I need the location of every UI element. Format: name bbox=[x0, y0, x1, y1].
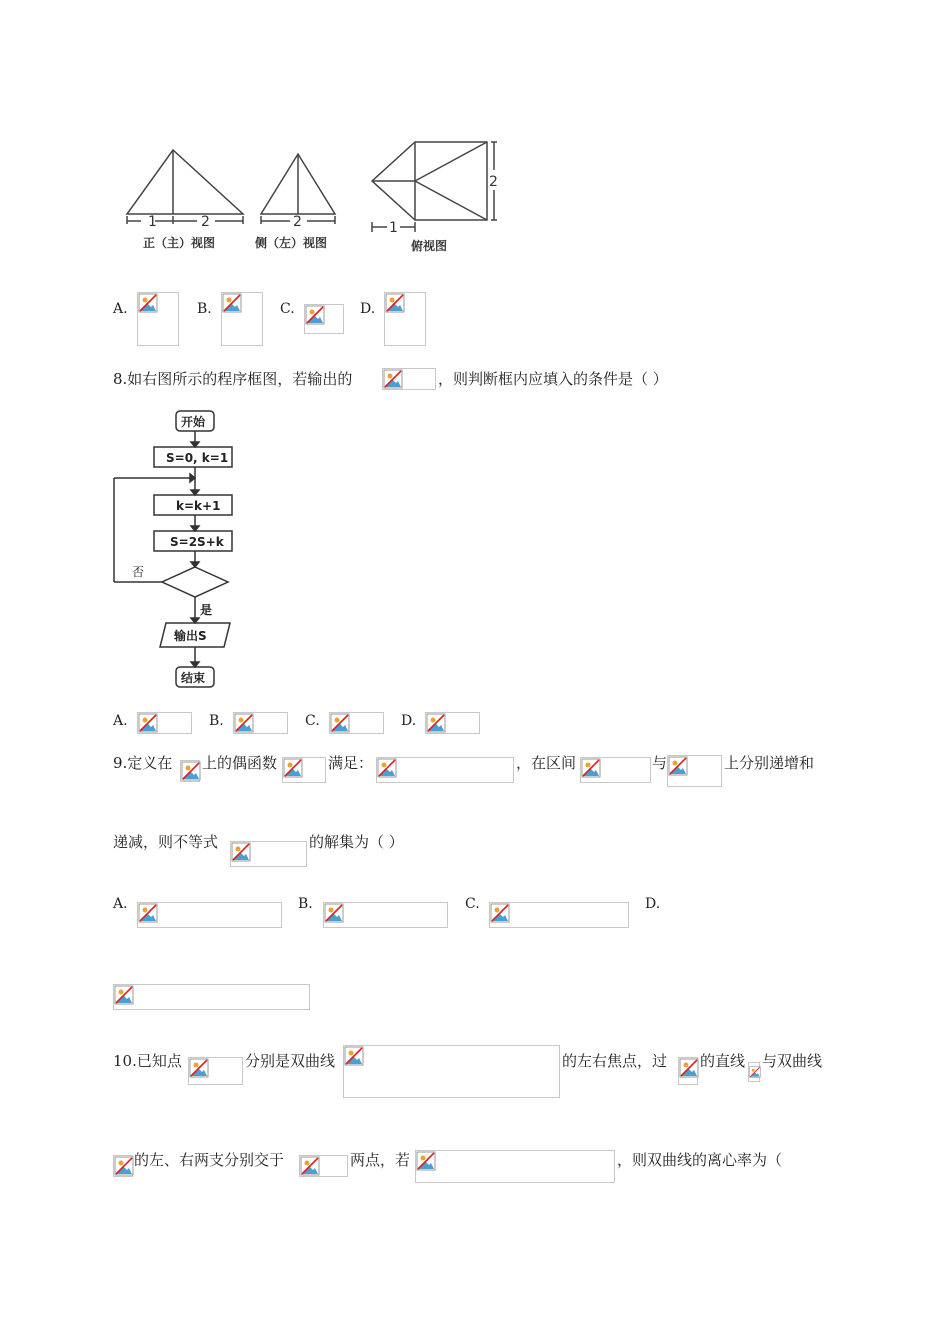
q8-option-c-label: C. bbox=[305, 713, 320, 729]
q9-domain-formula bbox=[180, 760, 200, 782]
q10-text-4: 的直线 bbox=[700, 1052, 746, 1070]
q7-option-c-label: C. bbox=[280, 301, 295, 317]
broken-image-icon bbox=[416, 1151, 436, 1171]
flow-step2-text: S=2S+k bbox=[170, 535, 224, 549]
q8-text-after: ，则判断框内应填入的条件是（ ） bbox=[438, 370, 668, 388]
three-view-figure bbox=[115, 134, 505, 259]
q8-option-d-image bbox=[425, 712, 480, 734]
q10-hyperbola-formula bbox=[343, 1045, 560, 1098]
q7-option-b-label: B. bbox=[197, 301, 212, 317]
q9-option-b-image bbox=[323, 902, 448, 928]
front-view-drawing bbox=[127, 150, 243, 224]
broken-image-icon bbox=[138, 293, 158, 313]
broken-image-icon bbox=[181, 761, 201, 781]
q8-option-d-label: D. bbox=[401, 713, 417, 729]
q9-line2-text-b: 的解集为（ ） bbox=[309, 833, 404, 851]
broken-image-icon bbox=[138, 903, 158, 923]
flow-output-text: 输出S bbox=[174, 629, 207, 643]
front-view-label: 正（主）视图 bbox=[143, 236, 216, 250]
q9-text-3: 满足： bbox=[328, 754, 374, 772]
side-dim: 2 bbox=[293, 214, 302, 230]
top-view-label: 俯视图 bbox=[411, 239, 448, 253]
q7-option-d-image bbox=[384, 292, 426, 346]
q8-option-a-label: A. bbox=[113, 713, 128, 729]
broken-image-icon bbox=[385, 293, 405, 313]
broken-image-icon bbox=[114, 1156, 134, 1176]
front-dim-right: 2 bbox=[201, 214, 210, 230]
q10-condition-formula bbox=[415, 1150, 615, 1183]
broken-image-icon bbox=[189, 1058, 209, 1078]
q9-option-d-label: D. bbox=[645, 896, 661, 912]
broken-image-icon bbox=[114, 985, 134, 1005]
top-view-drawing bbox=[372, 142, 497, 232]
q10-text-3: 的左右焦点，过 bbox=[562, 1052, 668, 1070]
q7-option-a-label: A. bbox=[113, 301, 128, 317]
q7-option-a-image bbox=[137, 292, 179, 346]
q9-interval-1 bbox=[580, 757, 651, 783]
broken-image-icon bbox=[222, 293, 242, 313]
flow-decision-diamond bbox=[162, 567, 228, 597]
q9-text-6: 上分别递增和 bbox=[724, 754, 815, 772]
broken-image-icon bbox=[679, 1058, 699, 1078]
broken-image-icon bbox=[426, 713, 446, 733]
flow-step1-text: k=k+1 bbox=[176, 499, 221, 513]
flow-no-label: 否 bbox=[132, 565, 145, 579]
q10-points-formula bbox=[299, 1155, 348, 1177]
q9-text-5: 与 bbox=[652, 754, 668, 772]
q8-inline-formula bbox=[382, 368, 436, 390]
broken-image-icon bbox=[749, 1063, 761, 1081]
q9-inequality-formula bbox=[230, 841, 307, 867]
q9-option-b-label: B. bbox=[298, 896, 313, 912]
q9-line2-text-a: 递减，则不等式 bbox=[113, 833, 219, 851]
q10-text-1: 10.已知点 bbox=[113, 1052, 182, 1070]
broken-image-icon bbox=[581, 758, 601, 778]
q8-option-b-image bbox=[233, 712, 288, 734]
q10-line2-text-b: 两点，若 bbox=[350, 1151, 411, 1169]
q8-option-b-label: B. bbox=[209, 713, 224, 729]
broken-image-icon bbox=[300, 1156, 320, 1176]
q10-text-2: 分别是双曲线 bbox=[245, 1052, 336, 1070]
flow-yes-label: 是 bbox=[200, 603, 213, 617]
q9-option-c-image bbox=[489, 902, 629, 928]
q10-foci-formula bbox=[188, 1057, 243, 1085]
flow-start-text: 开始 bbox=[181, 415, 206, 429]
q7-option-c-image bbox=[304, 304, 344, 334]
q10-line2-text-a: 的左、右两支分别交于 bbox=[134, 1151, 285, 1169]
q9-text-4: ，在区间 bbox=[516, 754, 577, 772]
q7-option-b-image bbox=[221, 292, 263, 346]
broken-image-icon bbox=[377, 758, 397, 778]
q8-option-c-image bbox=[329, 712, 384, 734]
q10-text-5: 与双曲线 bbox=[762, 1052, 823, 1070]
q10-line2-text-c: ，则双曲线的离心率为（ bbox=[617, 1151, 783, 1169]
broken-image-icon bbox=[668, 756, 688, 776]
broken-image-icon bbox=[305, 305, 325, 325]
broken-image-icon bbox=[330, 713, 350, 733]
side-view-label: 侧（左）视图 bbox=[255, 236, 328, 250]
broken-image-icon bbox=[283, 758, 303, 778]
flow-end-text: 结束 bbox=[181, 671, 206, 685]
top-dim-bottom: 1 bbox=[389, 220, 398, 236]
program-flowchart bbox=[110, 405, 250, 695]
q7-option-d-label: D. bbox=[360, 301, 376, 317]
q9-option-a-label: A. bbox=[113, 896, 128, 912]
q10-point-formula bbox=[678, 1057, 698, 1085]
broken-image-icon bbox=[138, 713, 158, 733]
q9-option-d-image bbox=[113, 984, 310, 1010]
top-dim-right: 2 bbox=[489, 174, 498, 190]
q9-interval-2 bbox=[667, 755, 722, 787]
q9-text-2: 上的偶函数 bbox=[202, 754, 278, 772]
front-dim-left: 1 bbox=[148, 214, 157, 230]
q10-curve-formula bbox=[113, 1155, 133, 1177]
q9-function-formula bbox=[282, 757, 326, 783]
broken-image-icon bbox=[344, 1046, 364, 1066]
broken-image-icon bbox=[490, 903, 510, 923]
q8-text-before: 8.如右图所示的程序框图，若输出的 bbox=[113, 370, 353, 388]
q9-option-a-image bbox=[137, 902, 282, 928]
q9-option-c-label: C. bbox=[465, 896, 480, 912]
broken-image-icon bbox=[234, 713, 254, 733]
broken-image-icon bbox=[324, 903, 344, 923]
broken-image-icon bbox=[383, 369, 403, 389]
flow-init-text: S=0, k=1 bbox=[166, 451, 229, 465]
q9-condition-formula bbox=[376, 757, 514, 783]
q9-text-1: 9.定义在 bbox=[113, 754, 173, 772]
q8-option-a-image bbox=[137, 712, 192, 734]
broken-image-icon bbox=[231, 842, 251, 862]
q10-line-formula bbox=[748, 1062, 760, 1082]
